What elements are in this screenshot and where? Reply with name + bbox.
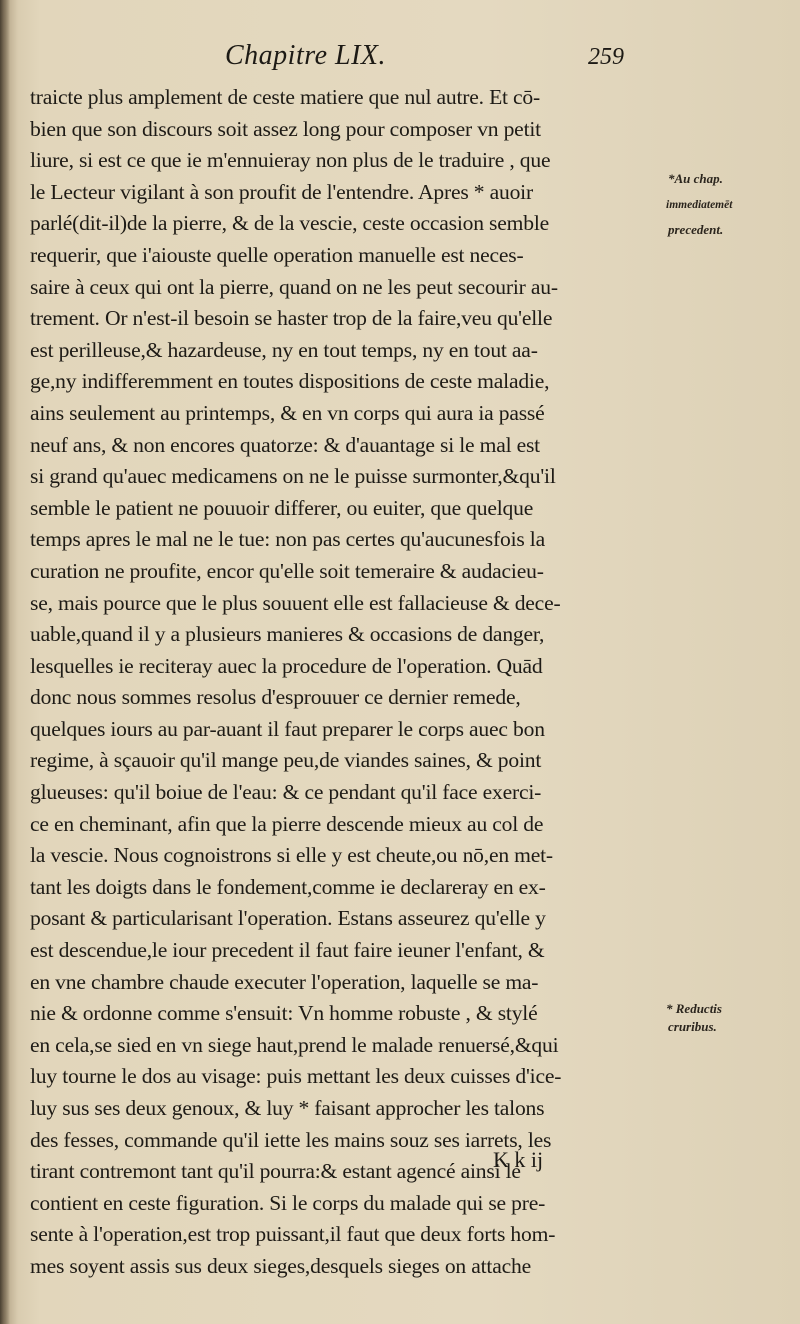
text-line: curation ne proufite, encor qu'elle soit temeraire & audacieu- [30, 558, 544, 583]
text-line: si grand qu'auec medicamens on ne le puisse surmonter,&qu'il [30, 464, 556, 489]
text-line: la vescie. Nous cognoistrons si elle y est cheute,ou nō,en met- [30, 843, 553, 868]
margin-note-reductis: * Reductis [666, 1001, 722, 1016]
text-line: ge,ny indifferemment en toutes dispositions de ceste maladie, [30, 369, 550, 394]
text-line: trement. Or n'est-il besoin se haster trop de la faire,veu qu'elle [30, 306, 553, 331]
text-line: ce en cheminant, afin que la pierre descende mieux au col de [30, 811, 544, 836]
text-line: bien que son discours soit assez long pour composer vn petit [30, 116, 541, 141]
text-line: luy tourne le dos au visage: puis mettant les deux cuisses d'ice- [30, 1064, 562, 1089]
margin-note-chap: *Au chap. [668, 171, 723, 186]
text-line: nie & ordonne comme s'ensuit: Vn homme robuste , & stylé [30, 1001, 538, 1026]
text-line: en cela,se sied en vn siege haut,prend le malade renuersé,&qui [30, 1032, 559, 1057]
page-number: 259 [588, 44, 624, 70]
text-line: contient en ceste figuration. Si le corps du malade qui se pre- [30, 1190, 546, 1215]
catchword-signature: K k ij [493, 1147, 544, 1172]
text-line: tirant contremont tant qu'il pourra:& estant agencé ainsi le [30, 1159, 521, 1184]
text-line: semble le patient ne pouuoir differer, ou euiter, que quelque [30, 495, 534, 520]
binding-shadow [0, 0, 10, 1324]
text-line: requerir, que i'aiouste quelle operation manuelle est neces- [30, 242, 524, 267]
text-line: est perilleuse,& hazardeuse, ny en tout temps, ny en tout aa- [30, 337, 538, 362]
margin-note-cruribus: cruribus. [668, 1019, 717, 1034]
chapter-title: Chapitre LIX. [225, 40, 387, 71]
text-line: uable,quand il y a plusieurs manieres & occasions de danger, [30, 622, 545, 647]
text-line: se, mais pource que le plus souuent elle est fallacieuse & dece- [30, 590, 561, 615]
text-line: des fesses, commande qu'il iette les mains souz ses iarrets, les [30, 1127, 552, 1152]
text-line: ains seulement au printemps, & en vn corps qui aura ia passé [30, 400, 545, 425]
text-line: regime, à sçauoir qu'il mange peu,de viandes saines, & point [30, 748, 542, 773]
text-line: luy sus ses deux genoux, & luy * faisant approcher les talons [30, 1096, 545, 1120]
body-text [30, 82, 655, 1283]
text-line: temps apres le mal ne le tue: non pas certes qu'aucunesfois la [30, 527, 545, 552]
running-header [0, 40, 800, 80]
margin-note-immediatement: immediatemēt [666, 199, 733, 211]
text-line: quelques iours au par-auant il faut preparer le corps auec bon [30, 716, 545, 741]
text-line: liure, si est ce que ie m'ennuieray non plus de le traduire , que [30, 148, 551, 173]
text-line: neuf ans, & non encores quatorze: & d'auantage si le mal est [30, 432, 540, 457]
text-line: tant les doigts dans le fondement,comme ie declareray en ex- [30, 874, 546, 899]
text-line: en vne chambre chaude executer l'operation, laquelle se ma- [30, 969, 539, 994]
text-line: lesquelles ie reciteray auec la procedure de l'operation. Quād [30, 653, 543, 678]
text-line: traicte plus amplement de ceste matiere que nul autre. Et cō- [30, 85, 541, 109]
text-line: glueuses: qu'il boiue de l'eau: & ce pendant qu'il face exerci- [30, 780, 542, 805]
text-line: est descendue,le iour precedent il faut faire ieuner l'enfant, & [30, 938, 545, 963]
text-line: parlé(dit-il)de la pierre, & de la vescie, ceste occasion semble [30, 211, 549, 236]
margin-note-precedent: precedent. [668, 222, 724, 237]
text-line: sente à l'operation,est trop puissant,il faut que deux forts hom- [30, 1222, 556, 1247]
text-line: saire à ceux qui ont la pierre, quand on ne les peut secourir au- [30, 274, 558, 299]
text-line: donc nous sommes resolus d'esprouuer ce dernier remede, [30, 685, 521, 710]
text-line: posant & particularisant l'operation. Estans asseurez qu'elle y [30, 906, 546, 931]
text-line: mes soyent assis sus deux sieges,desquels sieges on attache [30, 1253, 531, 1278]
text-line: le Lecteur vigilant à son proufit de l'entendre. Apres * auoir [30, 179, 533, 204]
